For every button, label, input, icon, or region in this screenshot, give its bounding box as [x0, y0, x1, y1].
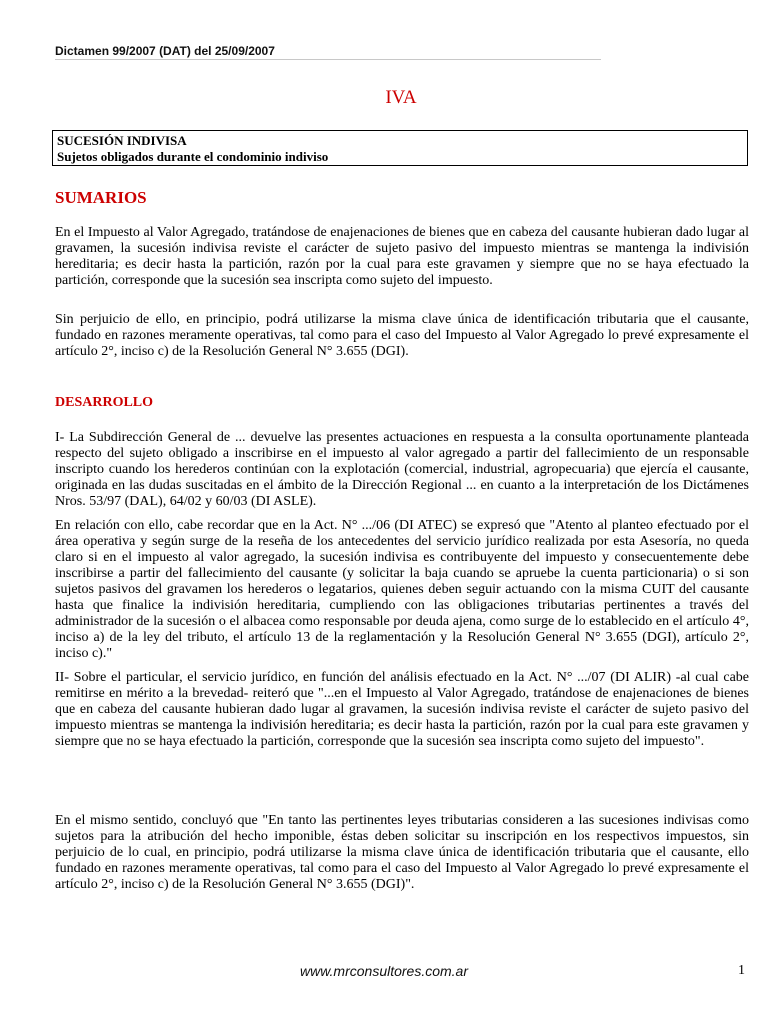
sumario-paragraph: Sin perjuicio de ello, en principio, podrá utilizarse la misma clave única de identificación tributaria que el causante, fundado en razones meramente operativas, tal como para el caso del Impuesto al Valor Agregado lo prevé expresamente el artículo 2°, inciso c) de la Resolución General N° 3.655 (DGI).	[55, 312, 749, 359]
subject-subtitle: Sujetos obligados durante el condominio indiviso	[57, 149, 329, 164]
desarrollo-heading: DESARROLLO	[55, 395, 154, 410]
desarrollo-paragraph: I- La Subdirección General de ... devuelve las presentes actuaciones en respuesta a la consulta oportunamente planteada respecto del sujeto obligado a inscribirse en el impuesto al valor agregado a partir del fallecimiento de un responsable inscripto cuando los herederos continúan con la explotación (comercial, industrial, agropecuaria) que ejercía el causante, originada en las dudas suscitadas en el ámbito de la Dirección Regional ... en cuanto a la interpretación de los Dictámenes Nros. 53/97 (DAL), 64/02 y 60/03 (DI ASLE).	[55, 430, 749, 509]
desarrollo-paragraph: En relación con ello, cabe recordar que en la Act. N° .../06 (DI ATEC) se expresó que "Atento al planteo efectuado por el área operativa y según surge de la reseña de los antecedentes del servicio jurídico realizada por esta Asesoría, no queda claro si en el impuesto al valor agregado, la sucesión indivisa es contribuyente del impuesto y consecuentemente debe inscribirse a partir del fallecimiento del causante (y solicitar la baja cuando se apruebe la cuenta particionaria) o si son sujetos pasivos del gravamen los herederos o legatarios, quienes deben seguir actuando con la misma CUIT del causante hasta que finalice la indivisión hereditaria, cumpliendo con las obligaciones tributarias pertinentes a través del administrador de la sucesión o el albacea como responsable por deuda ajena, como surge de lo establecido en el artículo 4°, inciso a) de la ley del tributo, el artículo 13 de la reglamentación y la Resolución General N° 3.655 (DGI), artículo 2°, inciso c)."	[55, 518, 749, 661]
footer-website: www.mrconsultores.com.ar	[299, 963, 469, 979]
sumario-paragraph: En el Impuesto al Valor Agregado, tratándose de enajenaciones de bienes que en cabeza del causante hubieran dado lugar al gravamen, la sucesión indivisa reviste el carácter de sujeto pasivo del impuesto mientras se mantenga la indivisión hereditaria; es decir hasta la partición, razón por la cual para este gravamen y siempre que no se haya efectuado la partición, corresponde que la sucesión sea inscripta como sujeto del impuesto.	[55, 225, 749, 288]
desarrollo-paragraph: II- Sobre el particular, el servicio jurídico, en función del análisis efectuado en la Act. N° .../07 (DI ALIR) -al cual cabe remitirse en mérito a la brevedad- reiteró que "...en el Impuesto al Valor Agregado, tratándose de enajenaciones de bienes que en cabeza del causante hubieran dado lugar al gravamen, la sucesión indivisa reviste el carácter de sujeto pasivo del impuesto mientras se mantenga la indivisión hereditaria; es decir hasta la partición, razón por la cual para este gravamen y siempre que no se haya efectuado la partición, corresponde que la sucesión sea inscripta como sujeto del impuesto".	[55, 670, 749, 749]
header-divider	[55, 59, 601, 60]
subject-title: SUCESIÓN INDIVISA	[57, 133, 187, 148]
page-number: 1	[738, 963, 745, 978]
dictamen-reference: Dictamen 99/2007 (DAT) del 25/09/2007	[55, 44, 275, 58]
sumarios-heading: SUMARIOS	[55, 188, 147, 207]
desarrollo-paragraph: En el mismo sentido, concluyó que "En tanto las pertinentes leyes tributarias consideren a las sucesiones indivisas como sujetos para la atribución del hecho imponible, éstas deben solicitar su inscripción en los respectivos impuestos, sin perjuicio de lo cual, en principio, podrá utilizarse la misma clave única de identificación tributaria que el causante, ello fundado en razones meramente operativas, tal como para el caso del Impuesto al Valor Agregado lo prevé expresamente el artículo 2°, inciso c) de la Resolución General N° 3.655 (DGI)".	[55, 813, 749, 892]
subject-box	[52, 130, 748, 166]
page-title: IVA	[385, 87, 417, 108]
